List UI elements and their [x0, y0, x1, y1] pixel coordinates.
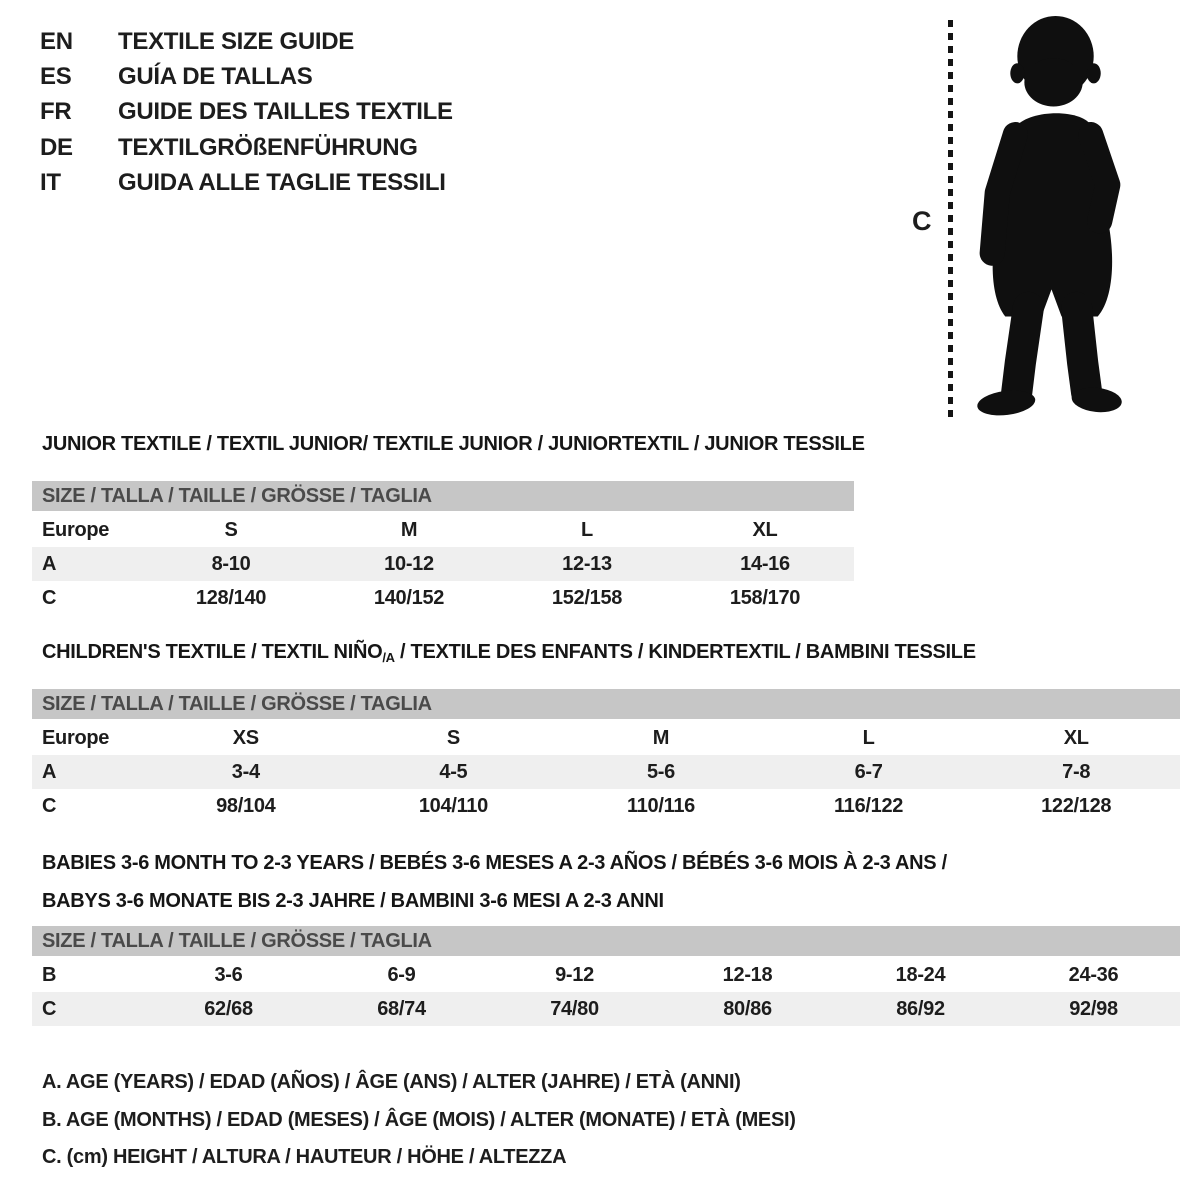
table-cell: 12-13 [562, 552, 612, 575]
table-cell: 3-6 [214, 963, 243, 986]
table-cell: 62/68 [204, 997, 253, 1020]
language-row [40, 166, 453, 201]
language-row [40, 59, 453, 94]
table-cell: 98/104 [216, 794, 276, 817]
table-cell: 158/170 [729, 586, 801, 609]
table-cell: S [446, 726, 460, 749]
table-cell: M [652, 726, 670, 749]
language-title: GUIDA ALLE TAGLIE TESSILI [118, 169, 446, 197]
junior-section-title: JUNIOR TEXTILE / TEXTIL JUNIOR/ TEXTILE JUNIOR / JUNIORTEXTIL / JUNIOR TESSILE [42, 433, 865, 455]
table-row [32, 789, 1180, 823]
language-title: TEXTILE SIZE GUIDE [118, 27, 354, 55]
children-title-pre: CHILDREN'S TEXTILE / TEXTIL NIÑO [42, 641, 383, 663]
table-cell: 140/152 [373, 586, 445, 609]
row-label: C [42, 997, 57, 1020]
children-section-title [42, 641, 976, 665]
toddler-silhouette-icon [968, 16, 1136, 418]
babies-section-title [42, 844, 947, 920]
table-cell: 6-9 [387, 963, 416, 986]
babies-size-table [32, 926, 1180, 1026]
language-title: GUÍA DE TALLAS [118, 63, 313, 91]
row-label: Europe [42, 518, 110, 541]
table-cell: 5-6 [646, 760, 675, 783]
table-cell: L [581, 518, 593, 541]
children-title-post: / TEXTILE DES ENFANTS / KINDERTEXTIL / BAMBINI TESSILE [394, 641, 976, 663]
row-label: C [42, 586, 57, 609]
table-row [32, 958, 1180, 992]
table-row [32, 992, 1180, 1026]
measurement-legend [42, 1064, 796, 1177]
table-cell: 152/158 [551, 586, 623, 609]
row-label: Europe [42, 726, 110, 749]
table-cell: 18-24 [895, 963, 946, 986]
table-cell: 122/128 [1041, 794, 1112, 817]
table-cell: 4-5 [439, 760, 468, 783]
table-cell: 24-36 [1068, 963, 1119, 986]
children-title-sub: /A [382, 650, 395, 665]
babies-title-line2: BABYS 3-6 MONATE BIS 2-3 JAHRE / BAMBINI 3-6 MESI A 2-3 ANNI [42, 890, 664, 912]
language-row [40, 24, 453, 59]
row-label: B [42, 963, 57, 986]
language-title: GUIDE DES TAILLES TEXTILE [118, 98, 453, 126]
table-cell: 68/74 [377, 997, 426, 1020]
table-cell: 10-12 [384, 552, 434, 575]
language-title: TEXTILGRÖßENFÜHRUNG [118, 133, 418, 161]
language-title-block [40, 24, 453, 201]
table-cell: 8-10 [211, 552, 251, 575]
language-code: DE [40, 133, 73, 161]
table-cell: 86/92 [896, 997, 945, 1020]
height-measure-dashed-line [948, 20, 953, 418]
language-code: FR [40, 98, 72, 126]
table-cell: 6-7 [854, 760, 883, 783]
size-table-header: SIZE / TALLA / TAILLE / GRÖSSE / TAGLIA [32, 689, 1180, 719]
table-cell: XL [752, 518, 778, 541]
junior-size-table [32, 481, 854, 615]
children-size-table [32, 689, 1180, 823]
language-code: IT [40, 169, 61, 197]
language-code: EN [40, 27, 73, 55]
table-cell: 110/116 [626, 794, 695, 817]
table-cell: 116/122 [834, 794, 904, 817]
table-cell: 74/80 [550, 997, 599, 1020]
language-row [40, 130, 453, 165]
table-row [32, 513, 854, 547]
size-table-header: SIZE / TALLA / TAILLE / GRÖSSE / TAGLIA [32, 926, 1180, 956]
table-cell: 104/110 [418, 794, 488, 817]
table-cell: L [862, 726, 875, 749]
table-cell: 7-8 [1062, 760, 1091, 783]
table-cell: XL [1063, 726, 1089, 749]
language-row [40, 95, 453, 130]
table-cell: 3-4 [231, 760, 260, 783]
table-cell: 128/140 [195, 586, 267, 609]
language-code: ES [40, 63, 72, 91]
table-cell: XS [232, 726, 259, 749]
table-row [32, 581, 854, 615]
legend-line-b: B. AGE (MONTHS) / EDAD (MESES) / ÂGE (MOIS) / ALTER (MONATE) / ETÀ (MESI) [42, 1108, 796, 1131]
table-cell: 14-16 [740, 552, 790, 575]
table-cell: S [224, 518, 238, 541]
babies-title-line1: BABIES 3-6 MONTH TO 2-3 YEARS / BEBÉS 3-6 MESES A 2-3 AÑOS / BÉBÉS 3-6 MOIS À 2-3 ANS / [42, 852, 947, 874]
row-label: A [42, 760, 57, 783]
table-row [32, 755, 1180, 789]
row-label: A [42, 552, 57, 575]
size-table-header: SIZE / TALLA / TAILLE / GRÖSSE / TAGLIA [32, 481, 854, 511]
legend-line-a: A. AGE (YEARS) / EDAD (AÑOS) / ÂGE (ANS) / ALTER (JAHRE) / ETÀ (ANNI) [42, 1071, 741, 1093]
table-row [32, 721, 1180, 755]
table-cell: M [400, 518, 418, 541]
row-label: C [42, 794, 57, 817]
legend-line-c: C. (cm) HEIGHT / ALTURA / HAUTEUR / HÖHE / ALTEZZA [42, 1146, 567, 1168]
table-cell: 12-18 [722, 963, 773, 986]
table-cell: 92/98 [1069, 997, 1118, 1020]
height-measure-label: C [912, 206, 932, 236]
table-cell: 80/86 [723, 997, 772, 1020]
table-row [32, 547, 854, 581]
table-cell: 9-12 [555, 963, 594, 986]
